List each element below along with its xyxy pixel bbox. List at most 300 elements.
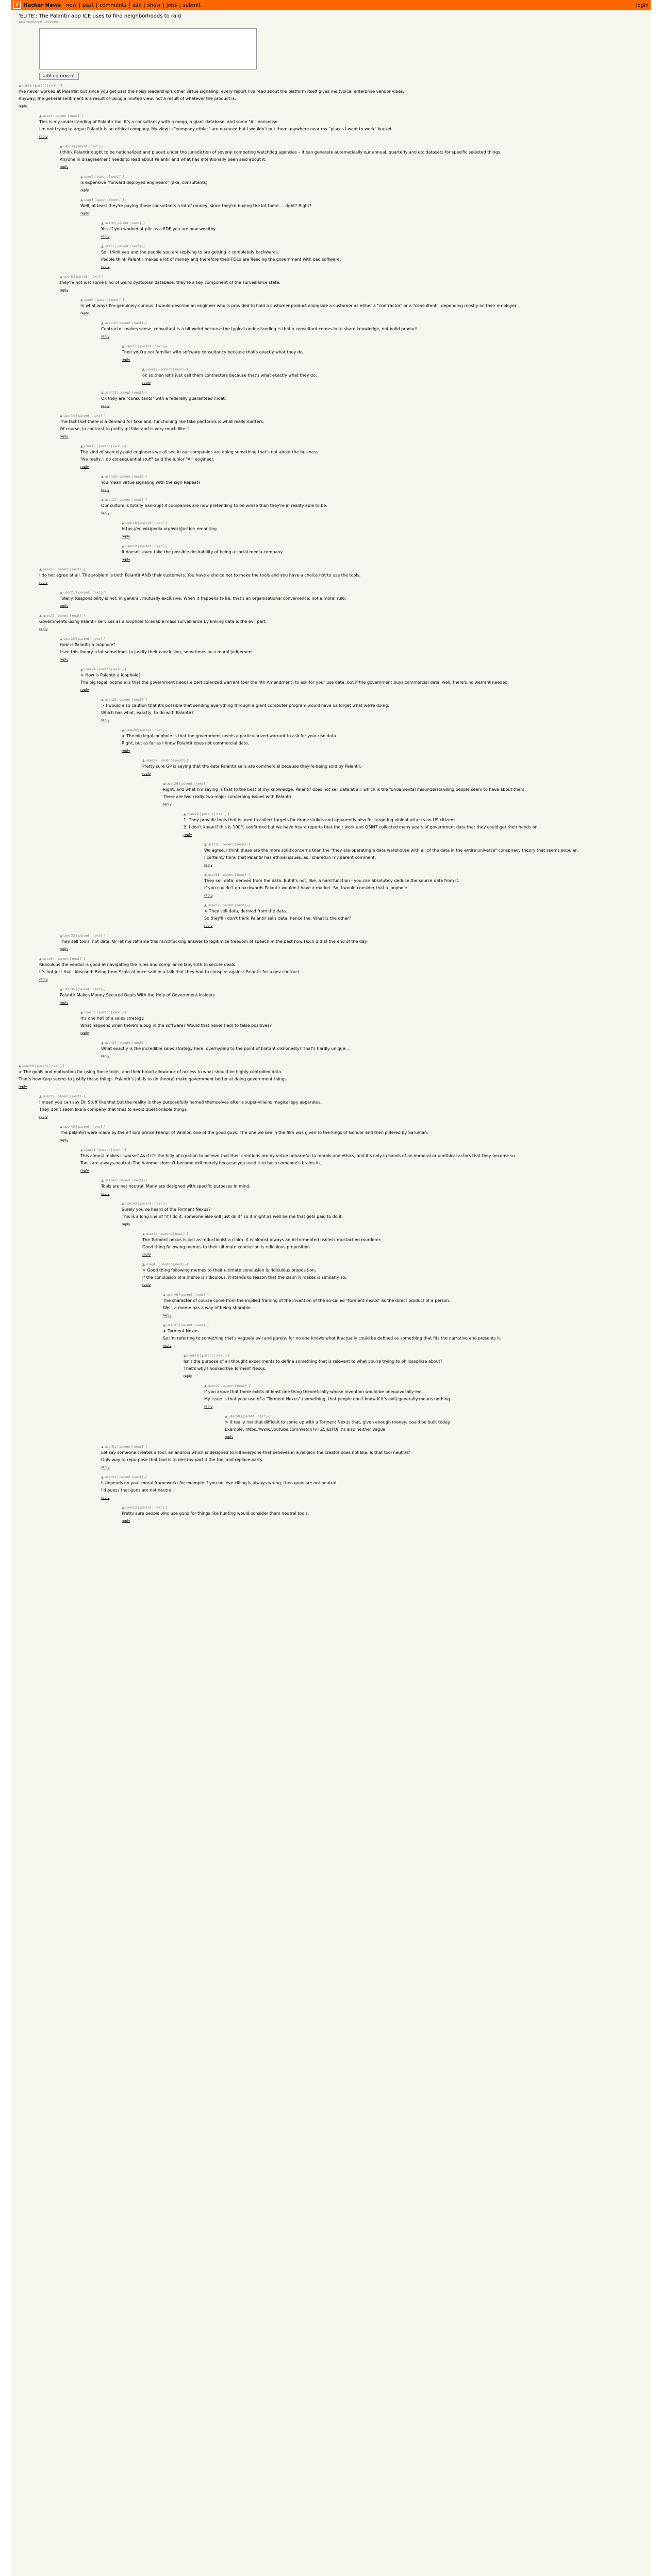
comment-paragraph: Anyone in disagreement needs to read about Palantir and what has intentionally been said about it. [60,157,267,162]
comment-paragraph: So they'll I don't think Palantir sells data, hence the. What is the other? [204,916,352,921]
comment-paragraph: they're not just some kind of weird dystopian database, they're a key component of the surveillance state. [60,280,280,285]
comment-paragraph: Of course, in contrast to pretty all fake and is very much like it. [60,427,191,431]
comment-body [184,1359,643,1371]
comment [163,781,643,807]
nav-links [65,3,202,8]
comment [101,320,643,339]
comment-paragraph: You mean virtue signaling with the sign Repeat? [101,480,201,485]
comment [163,1323,643,1348]
comment-meta[interactable]: ▲ user5 | parent | next [–] [80,198,124,202]
site-title[interactable]: Hacker News [23,2,61,8]
comment-meta[interactable]: ▲ user22 | parent | next [–] [39,614,85,618]
comment [184,811,643,837]
comment-paragraph: How is Palantir a loophole? [60,642,115,647]
comment-paragraph: The Torment nexus is just as reductionist a claim. It is almost always an AI-tormented useless mustached murderer. [142,1238,382,1242]
comment-meta[interactable]: ▲ user27 | parent | next [–] [142,758,188,762]
comment-paragraph: Governments using Palantir services as a loophole to enable mass surveillance by linking data is the evil part. [39,619,267,624]
comment-paragraph: Totally. Responsibility is not, in general, mutually exclusive. When it happens to be, that's an organisational convenience, not a moral rule. [60,596,346,601]
comment-paragraph: > I would also caution that it's possible that sending everything through a giant computer program would have us forget what we're doing. [101,703,389,708]
reply-link[interactable]: reply [142,381,151,385]
comment-meta[interactable]: ▲ user51 | parent | next [–] [101,1445,147,1449]
comment [142,758,643,776]
comment-meta[interactable]: ▲ user20 | parent | next [–] [39,567,85,571]
reply-link[interactable]: reply [39,1115,48,1119]
reply-link[interactable]: reply [204,924,213,928]
comment-paragraph: 2. I don't know if this is 100% confirmed but we have heard reports that their work and OSINT collected many years of government data that they could get their hands on. [184,825,539,829]
comment-meta[interactable]: ▲ user26 | parent | next [–] [122,728,168,732]
comment-paragraph: "No really, I do consequential stuff" said the junior "AI" engineer. [80,457,214,462]
comment-paragraph: If the conclusion of a meme is ridiculous, it stands to reason that the claim it makes is similarly so. [142,1275,346,1280]
comment-meta[interactable]: ▲ user6 | parent | next [–] [101,221,145,225]
comment-body [122,1511,643,1516]
comment [60,590,643,608]
comment [80,1147,643,1173]
comment [60,636,643,662]
comment-paragraph: If you argue that there exists at least one thing theoretically whose invention would be unequivocally evil. [204,1389,424,1394]
comment-body [80,1154,643,1166]
comment-meta[interactable]: ▲ user48 | parent | next [–] [184,1353,229,1358]
comment-paragraph: The kind of scarcely-paid engineers we all see in our companies are doing something that's not about the business. [80,450,320,454]
comment [101,497,643,516]
top-bar [11,0,651,10]
reply-link[interactable]: reply [60,657,69,662]
comment-meta[interactable]: ▲ user53 | parent | next [–] [122,1505,168,1510]
comment-paragraph: Tools are not neutral. Many are designed with specific purposes in mind. [101,1184,251,1189]
comment-meta[interactable]: ▲ user10 | parent | next [–] [101,321,147,325]
comment-paragraph: What exactly is the incredible sales strategy here, overhyping to the point of blatant dishonesty? That's hardly unique... [101,1046,350,1051]
comment-paragraph: Then you're not familiar with software consultancy because that's exactly what they do. [122,350,304,354]
comment-paragraph: We agree, I think these are the more solid concerns than the "they are operating a data warehouse with all of the data in the entire universe" conspiracy theory that seems popular. [204,848,578,853]
comment-body [122,734,643,746]
comment-body [163,787,643,800]
comment-meta[interactable]: ▲ user52 | parent | next [–] [101,1475,147,1479]
comment-body [204,848,643,860]
comment-paragraph: I think Palantir ought to be nationalized and placed under the jurisdiction of several competing watchdog agencies – it can generate automatically our annual, quarterly and etc datasets for specific selected things. [60,150,502,155]
reply-link[interactable]: reply [204,893,213,897]
comment-meta[interactable]: ▲ user19 | parent | next [–] [122,544,168,548]
nav-link-ask[interactable]: ask [133,2,142,8]
comment-paragraph: Surely you've heard of the Torment Nexus? [122,1207,211,1212]
reply-link[interactable]: reply [101,718,110,722]
reply-link[interactable]: reply [101,1192,110,1196]
comment-body [142,1238,643,1250]
comment-meta[interactable]: ▲ user16 | parent | next [–] [101,474,147,479]
comment-paragraph: ok so then let's just call them contractors because that's what exactly what they do. [142,373,317,378]
reply-link[interactable]: reply [60,947,69,951]
comment-paragraph: This is my understanding of Palantir too. It's a consultancy with a mega, a giant database, and some "AI" nonsense. [39,120,279,124]
comment-meta[interactable]: ▲ user49 | parent | next [–] [204,1384,250,1388]
comment-meta[interactable]: ▲ user42 | parent | next [–] [101,1178,147,1182]
comment-body [122,1207,643,1219]
reply-link[interactable]: reply [101,1465,110,1469]
add-comment-button[interactable]: add comment [39,73,79,80]
comment-meta[interactable]: ▲ user40 | parent | next [–] [60,1125,106,1129]
comment-meta[interactable]: ▲ user23 | parent | next [–] [60,637,106,641]
comment-paragraph: https://en.wikipedia.org/wiki/Justice_emanting [122,527,217,531]
comment [19,1063,643,1089]
comment-body [80,204,643,209]
comment [142,367,643,385]
comment-paragraph: Example: https://www.youtube.com/watch?v=Z5j6zFUj It's also neither vague. [225,1427,387,1432]
comment-paragraph: Let say someone creates a tool, an android which is designed to kill everyone that believes in a religion the creator does not like. Is that tool neutral? [101,1450,410,1455]
comment-body [142,1268,643,1280]
comment-meta[interactable]: ▲ user1 | parent | next [–] [19,83,62,88]
comment-meta[interactable]: ▲ user2 | parent | next [–] [39,114,83,118]
comment-paragraph: It's not just that. Abscond: Being from Scala at once said in a talk that they had to conspire against Palantir for a gov contract. [39,970,301,974]
comment [60,1124,643,1143]
comment [122,544,643,562]
comment-body [101,503,643,509]
comment-paragraph: > They sell data, derived from the data. [204,909,287,913]
comment-paragraph: There are two really two major concerning issues with Palantir: [163,794,293,799]
comment-paragraph: It's one hell of a sales strategy. [80,1016,145,1021]
comment-paragraph: Ok they are "consultants" with a federally guaranteed moat. [101,396,226,401]
reply-link[interactable]: reply [122,749,130,753]
comment-paragraph: Right, and what I'm saying is that to the best of my knowledge, Palantir does not sell data at all, which is the fundamental misunderstanding people seem to have about them. [163,787,526,792]
hn-logo-icon[interactable]: Y [13,2,21,9]
comment-paragraph: 1. They provide tools that is used to collect targets for drone strikes and apparently also for targeting violent attacks on US citizens. [184,818,457,822]
comment-meta[interactable]: ▲ user32 | parent | next [–] [204,903,250,907]
comment-body [39,619,643,624]
comment-body [163,1329,643,1341]
comment-paragraph: Which has what, exactly, to do with Palantir? [101,710,194,715]
comment-meta[interactable]: ▲ user28 | parent | next [–] [163,782,209,786]
comment-paragraph: People think Palantir makes a lot of money and therefore their FDEs are fleecing the government with bad software. [101,257,341,262]
comment-meta[interactable]: ▲ user21 | parent | next [–] [60,590,106,595]
comment [39,567,643,585]
comment-body [101,1481,643,1493]
nav-separator: | [128,2,131,8]
comment-body [101,480,643,485]
comment-paragraph: Pretty sure GP is saying that the data Palantir sells are commercial because they're being sold by Palantir. [142,764,361,769]
comment-tree [11,83,651,1523]
comment-paragraph: Our culture is totally bankrupt if companies are now pretending to be worse than they're in reality able to be. [101,503,327,508]
comment-body [60,280,643,285]
comment [60,144,643,170]
comment [101,1040,643,1059]
comment-paragraph: > How is Palantir a loophole? [80,673,141,677]
comment-meta[interactable]: ▲ user46 | parent | next [–] [163,1293,209,1297]
reply-link[interactable]: reply [19,104,27,108]
comment-meta[interactable]: ▲ user31 | parent | next [–] [204,873,250,877]
comment-paragraph: I'd guess that guns are not neutral. [101,1488,174,1493]
nav-separator: | [95,2,97,8]
comment [60,933,643,952]
comment-meta[interactable]: ▲ user25 | parent | next [–] [101,698,147,702]
comment-body [60,1130,643,1136]
reply-link[interactable]: reply [204,863,213,867]
reply-link[interactable]: reply [163,1313,172,1317]
nav-link-submit[interactable]: submit [183,2,201,8]
story-title[interactable]: 'ELITE': The Palantir app ICE uses to find neighborhoods to raid [19,13,181,19]
comment [101,1475,643,1500]
comment [101,474,643,493]
comment-paragraph: > The big legal loophole is that the government needs a particularized warrant to ask for your use data. [122,734,338,738]
reply-link[interactable]: reply [60,604,69,608]
comment-body [60,150,643,162]
comment-meta[interactable]: ▲ user50 | parent | next [–] [225,1414,271,1418]
comment-body [204,909,643,921]
comment [122,1201,643,1227]
comment-paragraph: So I think you and the people you are replying to are getting it completely backwards. [101,250,279,255]
comment-paragraph: Isn't the purpose of all thought experiments to define something that is relevant to what you're trying to philosophize about? [184,1359,443,1364]
comment-meta[interactable]: ▲ user11 | parent | next [–] [122,344,168,348]
comment-paragraph: It doesn't even take the possible desirability of being a social media company. [122,550,284,554]
comment-meta[interactable]: ▲ user12 | parent | next [–] [142,367,188,371]
reply-link[interactable]: reply [184,833,192,837]
comment-paragraph: I mean you can say Dr. Stuff like that but the reality is they purposefully named themselves after a super-villains magical spy apparatus. [39,1100,322,1105]
comment [80,174,643,193]
reply-link[interactable]: reply [101,1496,110,1500]
comment-body [39,573,643,578]
reply-link[interactable]: reply [80,1168,89,1173]
comment-paragraph: > Good thing following memes to their ultimate conclusion is ridiculous proposition. [142,1268,316,1273]
comment [101,1178,643,1196]
comment-paragraph: Right, but as far as I know Palantir does not commercial data. [122,741,250,745]
reply-link[interactable]: reply [80,188,89,192]
comment [101,1444,643,1470]
comment-body [60,419,643,432]
reply-link[interactable]: reply [122,557,130,562]
comment-meta[interactable]: ▲ user14 | parent | next [–] [60,414,106,418]
comment [204,842,643,868]
comment [60,274,643,293]
comment-body [101,327,643,332]
comment-paragraph: Pretty sure people who use guns for things like hunting would consider them neutral tools. [122,1511,309,1516]
reply-link[interactable]: reply [101,511,110,515]
comment-paragraph: Good thing following memes to their ultimate conclusion is ridiculous proposition. [142,1245,311,1249]
comment-body [225,1420,643,1432]
comment-meta[interactable]: ▲ user36 | parent | next [–] [80,1010,126,1014]
comment-body [101,1184,643,1189]
comment [122,727,643,753]
comment [204,903,643,928]
reply-link[interactable]: reply [80,311,89,315]
comment [142,1262,643,1287]
reply-link[interactable]: reply [80,211,89,215]
comment-meta[interactable]: ▲ user45 | parent | next [–] [142,1262,188,1266]
comment [122,520,643,539]
reply-link[interactable]: reply [39,134,48,139]
comment-body [122,350,643,355]
comment-meta[interactable]: ▲ user38 | parent | next [–] [19,1064,64,1068]
reply-link[interactable]: reply [122,1222,130,1226]
comment-meta[interactable]: ▲ user4 | parent | next [–] [80,175,124,179]
comment-body [39,120,643,132]
reply-link[interactable]: reply [204,1404,213,1409]
comment-meta[interactable]: ▲ user44 | parent | next [–] [142,1232,188,1236]
reply-link[interactable]: reply [163,802,172,806]
comment-paragraph: I do not agree at all. The problem is both Palantir AND their customers. You have a choice not to make the tools and you have a choice not to use the tools. [39,573,361,578]
comment-paragraph: Only way to repurpose that tool is to destroy part it the tool and replace parts. [101,1458,263,1462]
comment-body [142,764,643,769]
comment-paragraph: It depends on your moral framework; for example if you believe killing is always wrong, then guns are not neutral. [101,1481,338,1485]
comment-body [122,527,643,532]
reply-link[interactable]: reply [142,1283,151,1287]
page [11,0,651,2576]
comment-body [80,1016,643,1028]
comment-body [122,550,643,555]
comment-meta[interactable]: ▲ user3 | parent | next [–] [60,144,104,148]
comment [80,667,643,692]
comment-paragraph: The palantíri were made by the elf lord prince Fëanor of Valinor, one of the good guys. The one we see in the film was given to the kings of Gondor and then pilfered by Saruman. [60,1130,428,1135]
comment-meta[interactable]: ▲ user43 | parent | next [–] [122,1201,168,1206]
comment-body [80,673,643,685]
comment [39,956,643,982]
comment-meta[interactable]: ▲ user18 | parent | next [–] [122,521,168,525]
reply-link[interactable]: reply [101,1054,110,1058]
comment [101,244,643,269]
comment-body [60,642,643,655]
reply-link[interactable]: reply [122,358,130,362]
comment-meta[interactable]: ▲ user17 | parent | next [–] [101,498,147,502]
nav-separator: | [179,2,181,8]
comment-body [60,939,643,944]
comment-paragraph: So I'm referring to something that's vaguely evil and purely, for no one knows what it actually could be defined as something that fits the narrative and presents it. [163,1336,502,1341]
comment-meta[interactable]: ▲ user35 | parent | next [–] [60,987,106,991]
comment-body [101,250,643,262]
comment-meta[interactable]: ▲ user29 | parent | next [–] [184,812,229,816]
comment-body [101,1046,643,1052]
reply-link[interactable]: reply [225,1435,234,1439]
nav-separator: | [162,2,164,8]
comment-paragraph: They sell data, derived from the data. But it's not, like, a hard function - you can absolutely deduce the source data from it. [204,878,459,883]
comment-paragraph: That's why I hooked the Torment Nexus. [184,1366,267,1371]
comment-paragraph: Is expensive "forward deployed engineers" (aka, consultants) [80,180,208,185]
comment-paragraph: That's how Karp seems to justify these things. Palantir's job is to (in theory) make government better at doing government things. [19,1077,288,1081]
comment-textarea[interactable] [39,28,257,70]
comment-paragraph: Contractor makes sense, consultant is a bit weird because the typical understanding is that a consultant comes in to share knowledge, not build product. [101,327,419,331]
comment-body [204,1389,643,1402]
story [11,10,651,83]
reply-link[interactable]: reply [60,1001,69,1005]
comment-paragraph: > Torment Nexus [163,1329,199,1333]
login-link[interactable]: login [636,2,649,8]
comment-meta[interactable]: ▲ user41 | parent | next [–] [80,1148,126,1152]
comment-paragraph: This is a long line of "if I do it, someone else will just do it" so it might as well be me that gets paid to do it. [122,1214,343,1219]
reply-link[interactable]: reply [184,1374,192,1378]
reply-link[interactable]: reply [101,334,110,338]
comment-body [60,596,643,601]
reply-link[interactable]: reply [39,627,48,631]
nav-link-comments[interactable]: comments [100,2,127,8]
comment-paragraph: What happens when there's a bug in the software? Would that never (led) to false positives? [80,1023,272,1028]
reply-link[interactable]: reply [101,265,110,269]
comment-body [101,703,643,716]
comment-paragraph: I see this theory a lot sometimes to justify their conclusion, sometimes as a moral judgement. [60,650,255,654]
comment-paragraph: The character of course come from the implied framing of the invention of the so-called "torment nexus" as the direct product of a person. [163,1298,451,1303]
comment-paragraph: I've never worked at Palantir, but since you get past the noisy leadership's other virtue signaling, every report I've read about the platform itself gives me typical enterprise vendor vibes. [19,89,404,94]
comment-meta[interactable]: ▲ user30 | parent | next [–] [204,842,250,846]
reply-link[interactable]: reply [60,1138,69,1142]
nav-link-new[interactable]: new [65,2,77,8]
reply-link[interactable]: reply [80,465,89,469]
comment-body [80,450,643,462]
reply-link[interactable]: reply [60,165,69,169]
comment [60,413,643,439]
comment-paragraph: The big legal loophole is that the government needs a particularized warrant (per the 4th Amendment) to ask for your use data, but if the government buys commercial data, well, there's no warrant needed. [80,680,509,685]
comment-body [80,303,643,309]
comment-body [101,396,643,401]
comment [101,221,643,239]
comment [101,697,643,723]
reply-link[interactable]: reply [101,404,110,408]
comment-meta[interactable]: ▲ user9 | parent | next [–] [80,298,124,302]
comment-body [60,993,643,998]
comment [39,113,643,139]
nav-link-jobs[interactable]: jobs [166,2,177,8]
reply-link[interactable]: reply [60,434,69,438]
story-subtext: 404media.co · discuss [19,20,59,24]
comment-paragraph: If you couldn't go backwards Palantir wouldn't have a market. So, I would consider that a loophole. [204,886,408,890]
reply-link[interactable]: reply [142,1252,151,1257]
comment-meta[interactable]: ▲ user34 | parent | next [–] [39,957,85,961]
comment [184,1353,643,1379]
reply-link[interactable]: reply [80,1031,89,1035]
comment [80,197,643,216]
comment-meta[interactable]: ▲ user24 | parent | next [–] [80,667,126,671]
nav-separator: | [143,2,145,8]
comment-meta[interactable]: ▲ user47 | parent | next [–] [163,1323,209,1327]
comment-meta[interactable]: ▲ user13 | parent | next [–] [101,391,147,395]
comment-body [204,878,643,891]
comment-paragraph: Palantir Makes Money Secured Deals With the Help of Government Insiders [60,993,215,997]
comment-meta[interactable]: ▲ user7 | parent | next [–] [101,244,145,248]
comment-paragraph: They sell tools, not data. Or let me reframe this mind-fucking answer to legitimize freedom of speech in the past how Hoch did at the end of the day. [60,939,368,944]
comment [225,1414,643,1439]
comment [204,1383,643,1409]
comment [39,1094,643,1120]
reply-link[interactable]: reply [19,1084,27,1089]
comment [142,1231,643,1257]
nav-link-past[interactable]: past [82,2,94,8]
reply-link[interactable]: reply [39,977,48,981]
reply-link[interactable]: reply [101,234,110,239]
reply-link[interactable]: reply [122,534,130,538]
reply-link[interactable]: reply [101,488,110,492]
comment-meta[interactable]: ▲ user37 | parent | next [–] [101,1041,147,1045]
nav-link-show[interactable]: show [147,2,161,8]
comment-paragraph: My issue is that your use of a "Torment Nexus" (something, that people don't know if it's evil) generally means nothing. [204,1397,452,1401]
comment-paragraph: I'm not trying to argue Palantir is an ethical company. My view is "company ethics" are nuanced but I wouldn't put them anywhere near my "places I want to work" bucket. [39,127,393,131]
comment [101,390,643,409]
comment [60,987,643,1005]
comment-paragraph: > It really not that difficult to come up with a Torment Nexus that, given enough money, could be built today. [225,1420,451,1425]
comment-body [101,227,643,232]
comment-paragraph: > The goals and motivation for using those tools, and their broad allowance of access to what should be highly controlled data. [19,1070,283,1074]
comment [163,1292,643,1318]
reply-link[interactable]: reply [122,1519,130,1523]
comment [39,613,643,632]
comment-meta[interactable]: ▲ user39 | parent | next [–] [39,1094,85,1098]
comment-meta[interactable]: ▲ user15 | parent | next [–] [80,444,126,448]
comment-meta[interactable]: ▲ user33 | parent | next [–] [60,934,106,938]
comment-paragraph: Well, at least they're paying those consultants a lot of money, since they're buying the lot there.... right? Right? [80,204,312,208]
reply-link[interactable]: reply [163,1344,172,1348]
comment [80,1010,643,1036]
reply-link[interactable]: reply [60,288,69,292]
reply-link[interactable]: reply [80,688,89,692]
comment-meta[interactable]: ▲ user8 | parent | next [–] [60,275,104,279]
reply-link[interactable]: reply [142,772,151,776]
reply-link[interactable]: reply [39,581,48,585]
comment-body [19,1070,643,1082]
comment-body [19,89,643,101]
comment-paragraph: In what way? I'm genuinely curious. I would describe an engineer who is provided to hold a customer product alongside a customer as either a "contractor" or a "consultant", depending mostly on their employer. [80,303,518,308]
comment-body [80,180,643,185]
comment-paragraph: This almost makes it worse? As if it's the hilly of creation to believe that their creations are by virtue unharmful to morals and ethics, and it's only in hands of an immoral or unethical actors that they become so. [80,1154,517,1158]
comment [122,1505,643,1523]
